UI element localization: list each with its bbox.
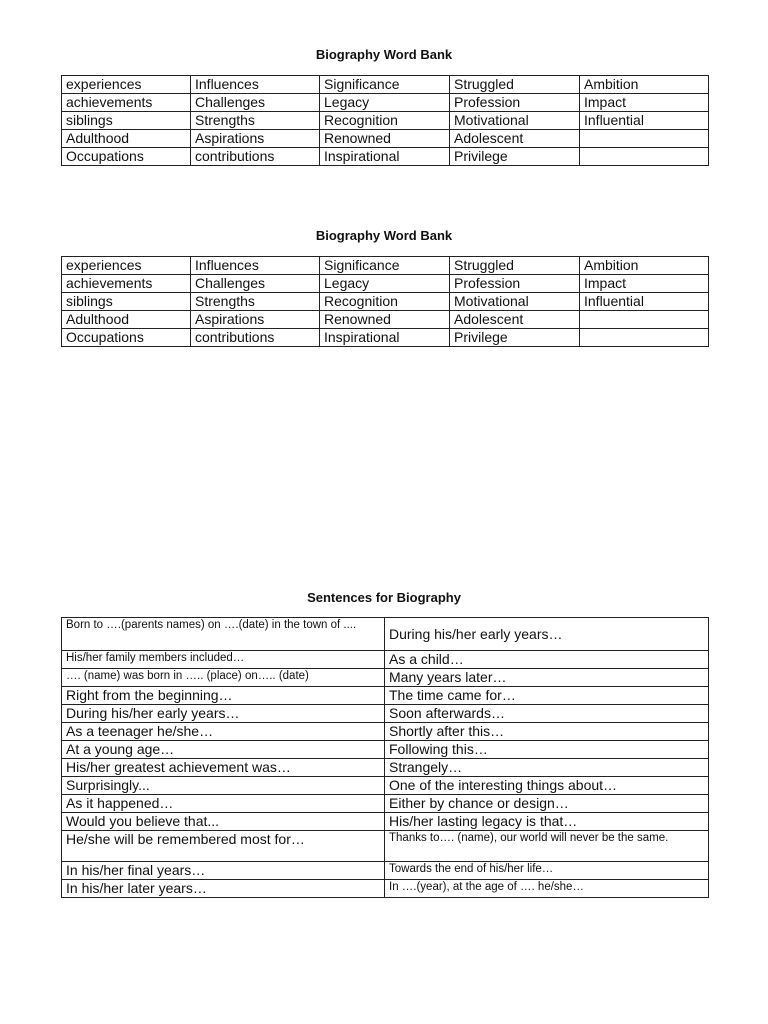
word-cell: Privilege (450, 329, 580, 347)
word-cell: experiences (62, 76, 191, 94)
table-row (62, 723, 709, 741)
word-cell: Aspirations (191, 311, 320, 329)
table-row (62, 795, 709, 813)
sentence-cell: During his/her early years… (62, 705, 385, 723)
word-bank-title-2: Biography Word Bank (315, 228, 453, 243)
word-cell: Privilege (450, 148, 580, 166)
word-bank-table-2 (61, 256, 709, 347)
sentence-cell: Strangely… (385, 759, 709, 777)
sentence-cell: His/her family members included… (62, 651, 385, 669)
word-cell: Recognition (320, 112, 450, 130)
word-cell: Adulthood (62, 130, 191, 148)
sentence-cell: Many years later… (385, 669, 709, 687)
word-bank-title-1: Biography Word Bank (315, 47, 453, 62)
word-cell: Struggled (450, 257, 580, 275)
word-cell: Significance (320, 257, 450, 275)
word-cell: Significance (320, 76, 450, 94)
sentence-cell: In his/her final years… (62, 862, 385, 880)
word-cell: experiences (62, 257, 191, 275)
word-cell: Profession (450, 275, 580, 293)
word-cell: Influential (580, 112, 709, 130)
word-cell: Ambition (580, 76, 709, 94)
word-cell: Challenges (191, 94, 320, 112)
word-cell (580, 329, 709, 347)
table-row (62, 669, 709, 687)
word-cell (580, 311, 709, 329)
sentence-cell: Right from the beginning… (62, 687, 385, 705)
word-cell: Strengths (191, 293, 320, 311)
sentence-cell: As a teenager he/she… (62, 723, 385, 741)
sentence-cell: Would you believe that... (62, 813, 385, 831)
sentence-cell: One of the interesting things about… (385, 777, 709, 795)
table-row (62, 329, 709, 347)
sentence-cell: Surprisingly... (62, 777, 385, 795)
table-row (62, 862, 709, 880)
word-cell: siblings (62, 293, 191, 311)
table-row (62, 293, 709, 311)
table-row (62, 148, 709, 166)
table-row (62, 94, 709, 112)
sentence-cell: Shortly after this… (385, 723, 709, 741)
sentences-title: Sentences for Biography (307, 590, 461, 605)
table-row (62, 275, 709, 293)
table-row (62, 759, 709, 777)
word-cell: Renowned (320, 130, 450, 148)
table-row (62, 618, 709, 651)
word-cell: Adolescent (450, 130, 580, 148)
word-cell: Renowned (320, 311, 450, 329)
sentence-cell: As it happened… (62, 795, 385, 813)
word-cell: Profession (450, 94, 580, 112)
word-cell: Strengths (191, 112, 320, 130)
table-row (62, 687, 709, 705)
word-cell: achievements (62, 275, 191, 293)
sentence-cell: Soon afterwards… (385, 705, 709, 723)
sentences-table (61, 617, 709, 898)
sentence-cell: Born to ….(parents names) on ….(date) in the town of .... (62, 618, 385, 651)
table-row (62, 741, 709, 759)
word-cell: contributions (191, 329, 320, 347)
table-row (62, 311, 709, 329)
word-cell: Adulthood (62, 311, 191, 329)
word-cell: Occupations (62, 329, 191, 347)
word-cell: Inspirational (320, 148, 450, 166)
sentence-cell: As a child… (385, 651, 709, 669)
word-cell: contributions (191, 148, 320, 166)
word-cell: Impact (580, 94, 709, 112)
word-cell: Impact (580, 275, 709, 293)
sentence-cell: He/she will be remembered most for… (62, 831, 385, 862)
sentence-cell: During his/her early years… (385, 618, 709, 651)
word-cell: Recognition (320, 293, 450, 311)
word-cell: achievements (62, 94, 191, 112)
word-cell: Inspirational (320, 329, 450, 347)
word-cell: siblings (62, 112, 191, 130)
word-cell: Legacy (320, 94, 450, 112)
sentence-cell: At a young age… (62, 741, 385, 759)
table-row (62, 257, 709, 275)
word-cell: Struggled (450, 76, 580, 94)
table-row (62, 112, 709, 130)
word-cell: Legacy (320, 275, 450, 293)
word-cell: Occupations (62, 148, 191, 166)
sentence-cell: His/her greatest achievement was… (62, 759, 385, 777)
sentence-cell: His/her lasting legacy is that… (385, 813, 709, 831)
word-cell (580, 130, 709, 148)
table-row (62, 880, 709, 898)
word-cell: Influential (580, 293, 709, 311)
sentence-cell: Either by chance or design… (385, 795, 709, 813)
table-row (62, 705, 709, 723)
word-bank-table-1 (61, 75, 709, 166)
sentence-cell: …. (name) was born in ….. (place) on….. (date) (62, 669, 385, 687)
sentence-cell: In ….(year), at the age of …. he/she… (385, 880, 709, 898)
word-cell: Motivational (450, 112, 580, 130)
table-row (62, 651, 709, 669)
word-cell: Adolescent (450, 311, 580, 329)
word-cell: Ambition (580, 257, 709, 275)
sentence-cell: The time came for… (385, 687, 709, 705)
word-cell: Challenges (191, 275, 320, 293)
word-cell: Motivational (450, 293, 580, 311)
word-cell: Influences (191, 257, 320, 275)
sentence-cell: Towards the end of his/her life… (385, 862, 709, 880)
table-row (62, 813, 709, 831)
word-cell: Influences (191, 76, 320, 94)
table-row (62, 76, 709, 94)
sentence-cell: In his/her later years… (62, 880, 385, 898)
table-row (62, 130, 709, 148)
table-row (62, 831, 709, 862)
sentence-cell: Following this… (385, 741, 709, 759)
word-cell: Aspirations (191, 130, 320, 148)
word-cell (580, 148, 709, 166)
sentence-cell: Thanks to…. (name), our world will never be the same. (385, 831, 709, 862)
table-row (62, 777, 709, 795)
